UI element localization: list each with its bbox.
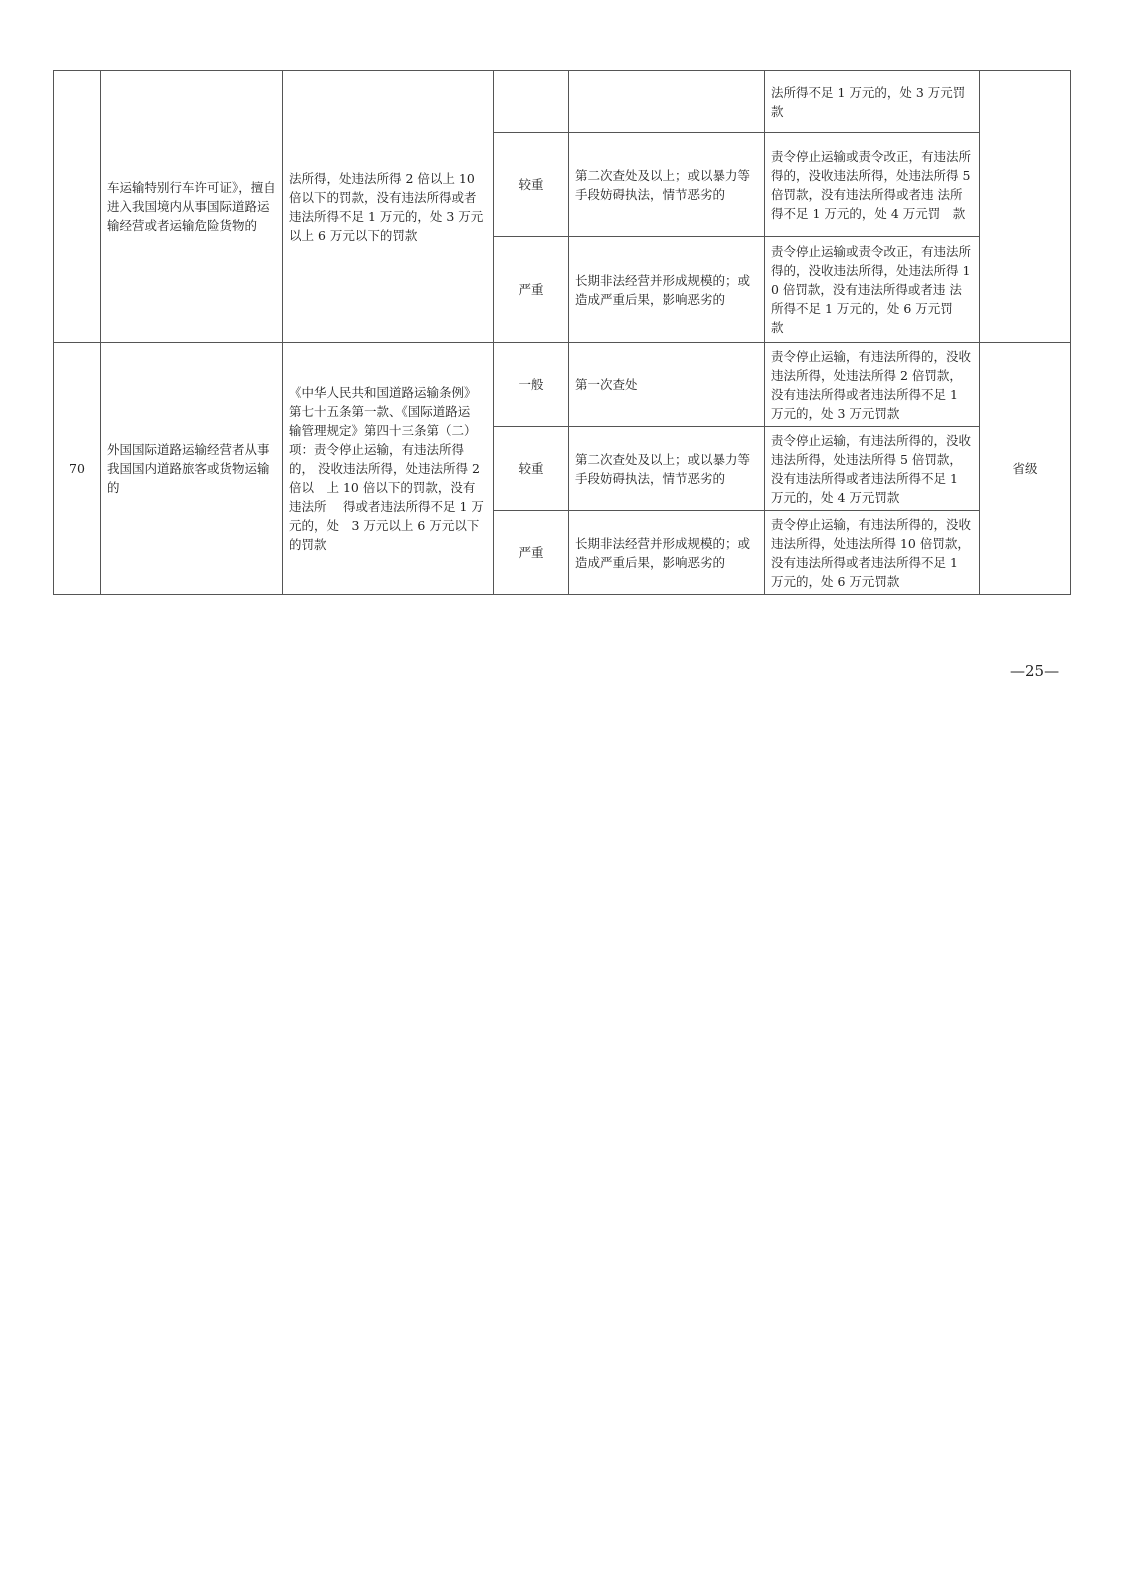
- violation-circumstance: [569, 71, 765, 133]
- penalty-standard: 法所得不足 1 万元的，处 3 万元罚 款: [765, 71, 980, 133]
- item-number: 70: [54, 343, 101, 595]
- violation-level: 一般: [494, 343, 569, 427]
- item-number: [54, 71, 101, 343]
- violation-level: 严重: [494, 511, 569, 595]
- violation-behavior: 车运输特别行车许可证》，擅自进入我国境内从事国际道路运输经营或者运输危险货物的: [101, 71, 283, 343]
- violation-circumstance: 第一次查处: [569, 343, 765, 427]
- penalty-standard: 责令停止运输，有违法所得的，没收违法所得，处违法所得 10 倍罚款，没有违法所得或者违法所得不足 1 万元的，处 6 万元罚款: [765, 511, 980, 595]
- enforcement-authority: 省级: [980, 343, 1071, 595]
- violation-circumstance: 长期非法经营并形成规模的；或造成严重后果，影响恶劣的: [569, 511, 765, 595]
- violation-circumstance: 长期非法经营并形成规模的；或造成严重后果，影响恶劣的: [569, 237, 765, 343]
- violation-circumstance: 第二次查处及以上；或以暴力等手段妨碍执法，情节恶劣的: [569, 427, 765, 511]
- violation-behavior: 外国国际道路运输经营者从事我国国内道路旅客或货物运输的: [101, 343, 283, 595]
- penalty-standard: 责令停止运输，有违法所得的，没收违法所得，处违法所得 5 倍罚款， 没有违法所得或者违法所得不足 1 万元的，处 4 万元罚款: [765, 427, 980, 511]
- table-row: [54, 71, 1071, 133]
- violation-level: 较重: [494, 133, 569, 237]
- legal-basis: 法所得，处违法所得 2 倍以上 10 倍以下的罚款，没有违法所得或者 违法所得不足 1 万元的，处 3 万元 以上 6 万元以下的罚款: [283, 71, 494, 343]
- violation-level: 严重: [494, 237, 569, 343]
- penalty-standard: 责令停止运输，有违法所得的，没收违法所得，处违法所得 2 倍罚款， 没有违法所得或者违法所得不足 1 万元的，处 3 万元罚款: [765, 343, 980, 427]
- enforcement-authority: [980, 71, 1071, 343]
- penalty-standard-table: [53, 70, 1071, 595]
- violation-level: 较重: [494, 427, 569, 511]
- violation-level: [494, 71, 569, 133]
- violation-circumstance: 第二次查处及以上；或以暴力等手段妨碍执法，情节恶劣的: [569, 133, 765, 237]
- page-number: —25—: [1010, 662, 1060, 680]
- legal-basis: 《中华人民共和国道路运输条例》 第七十五条第一款、《国际道路运 输管理规定》第四十三条第（二） 项：责令停止运输，有违法所得的， 没收违法所得，处违法所得 2 倍以 上 10 倍以下的罚款，没有违法所 得或者违法所得不足 1 万元的，处 3 万元以上 6 万元以下的罚款: [283, 343, 494, 595]
- penalty-standard: 责令停止运输或责令改正，有违法所得的，没收违法所得，处违法所得 10 倍罚款，没有违法所得或者违 法所得不足 1 万元的，处 6 万元罚 款: [765, 237, 980, 343]
- table-row: [54, 343, 1071, 427]
- penalty-standard: 责令停止运输或责令改正，有违法所得的，没收违法所得，处违法所得 5 倍罚款，没有违法所得或者违 法所得不足 1 万元的，处 4 万元罚 款: [765, 133, 980, 237]
